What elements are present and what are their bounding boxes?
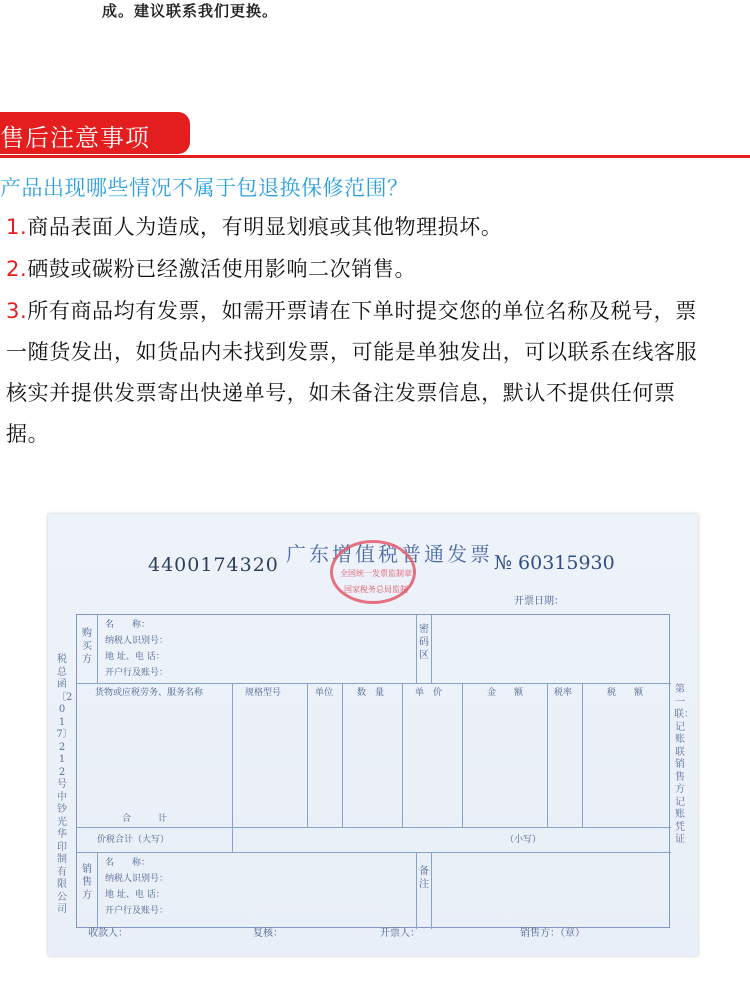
item-text: 硒鼓或碳粉已经激活使用影响二次销售。 xyxy=(27,257,417,281)
grid-line xyxy=(77,827,671,828)
seller-label: 销售方 xyxy=(82,864,92,901)
invoice-code: 4400174320 xyxy=(148,554,279,576)
invoice-image xyxy=(48,514,698,956)
top-note: 成。建议联系我们更换。 xyxy=(102,2,279,20)
buyer-field: 开户行及账号： xyxy=(105,668,169,678)
seller-field: 名 称： xyxy=(105,858,151,868)
right-side-print: 第一联：记账联 销售方记账凭证 xyxy=(674,684,695,845)
item-number: 2. xyxy=(6,257,28,281)
list-item xyxy=(6,249,416,290)
seller-field: 开户行及账号： xyxy=(105,906,169,916)
list-item xyxy=(6,291,706,455)
grid-line xyxy=(462,683,463,827)
item-number: 1. xyxy=(6,215,28,239)
grid-line xyxy=(307,683,308,827)
grid-line xyxy=(97,615,98,683)
grid-line xyxy=(431,615,432,683)
footer-seller: 销售方：（章） xyxy=(520,928,585,939)
buyer-field: 名 称： xyxy=(105,620,151,630)
section-header xyxy=(0,112,750,160)
column-header: 单位 xyxy=(315,688,334,698)
buyer-field: 纳税人识别号： xyxy=(105,636,169,646)
seller-field: 地 址、电 话： xyxy=(105,890,165,900)
column-header: 规格型号 xyxy=(245,688,282,698)
question-heading: 产品出现哪些情况不属于包退换保修范围？ xyxy=(0,176,409,200)
item-text: 商品表面人为造成，有明显划痕或其他物理损坏。 xyxy=(27,215,503,239)
grid-line xyxy=(416,852,417,929)
column-header: 税 额 xyxy=(607,688,644,698)
left-side-print: 税总函〔2017〕212号中钞光华印制有限公司 xyxy=(56,654,73,915)
tax-total-label: 价税合计（大写） xyxy=(97,835,170,845)
grid-line xyxy=(342,683,343,827)
column-header: 金 额 xyxy=(487,688,524,698)
invoice-number: № 60315930 xyxy=(494,552,615,574)
column-header: 货物或应税劳务、服务名称 xyxy=(95,688,204,698)
buyer-label: 购买方 xyxy=(82,628,92,665)
grid-line xyxy=(416,615,417,683)
cipher-label: 密码区 xyxy=(419,624,429,661)
invoice-title: 广东增值税普通发票 xyxy=(286,542,493,566)
column-header: 数 量 xyxy=(357,688,385,698)
section-divider xyxy=(0,155,750,158)
invoice-date-label: 开票日期： xyxy=(514,596,564,607)
grid-line xyxy=(402,683,403,827)
footer-issuer: 开票人： xyxy=(380,928,420,939)
remark-label: 备注 xyxy=(419,866,429,890)
footer-reviewer: 复核： xyxy=(253,928,283,939)
grid-line xyxy=(77,852,671,853)
buyer-field: 地 址、电 话： xyxy=(105,652,165,662)
total-label: 合 计 xyxy=(122,814,168,824)
grid-line xyxy=(582,683,583,827)
item-text: 所有商品均有发票，如需开票请在下单时提交您的单位名称及税号，票一随货发出，如货品内未找到发票，可能是单独发出，可以联系在线客服核实并提供发票寄出快递单号，如未备注发票信息，默认不提供任何票据。 xyxy=(6,299,698,446)
grid-line xyxy=(547,683,548,827)
small-amount-label: （小写） xyxy=(505,835,542,845)
grid-line xyxy=(431,852,432,929)
section-title: 售后注意事项 xyxy=(0,124,150,152)
stamp-text: 国家税务总局监制 xyxy=(344,585,408,594)
grid-line xyxy=(232,683,233,827)
invoice-grid xyxy=(76,614,670,928)
stamp-text: 全国统一发票监制章 xyxy=(340,569,412,578)
footer-payee: 收款人： xyxy=(88,928,128,939)
column-header: 税率 xyxy=(554,688,573,698)
column-header: 单 价 xyxy=(415,688,443,698)
grid-line xyxy=(97,852,98,929)
grid-line xyxy=(232,827,233,852)
item-number: 3. xyxy=(6,299,28,323)
seller-field: 纳税人识别号： xyxy=(105,874,169,884)
list-item xyxy=(6,207,502,248)
